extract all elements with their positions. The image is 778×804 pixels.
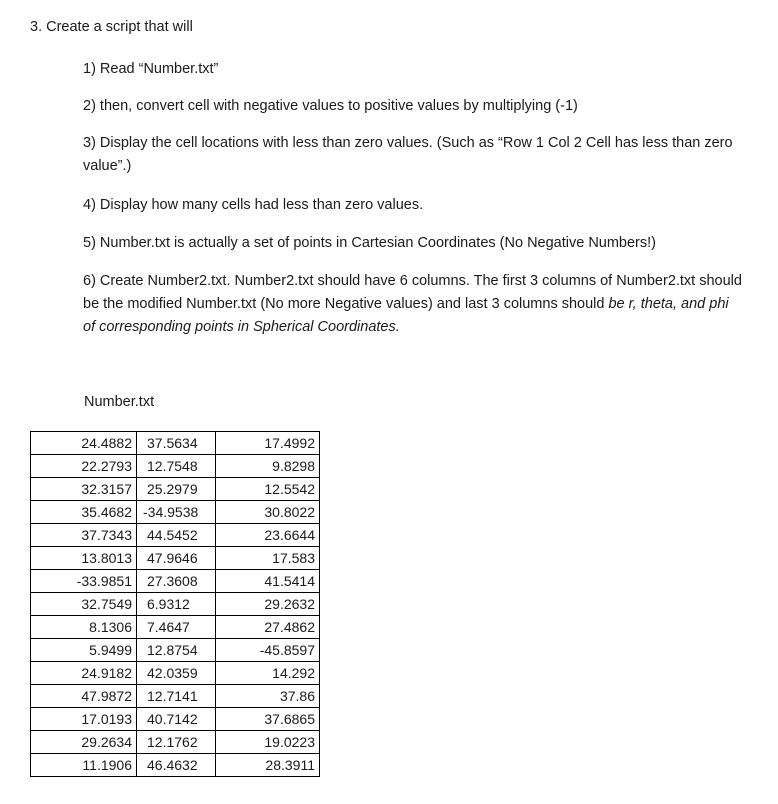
table-cell: 23.6644 [216,524,320,547]
instruction-item-6 [83,270,743,339]
table-cell: 12.8754 [137,639,216,662]
instruction-item-2 [83,95,743,118]
instruction-text: 4) Display how many cells had less than zero values. [83,197,424,213]
table-row [31,593,320,616]
table-cell: 44.5452 [137,524,216,547]
table-cell: 25.2979 [137,478,216,501]
table-row [31,524,320,547]
table-cell: 47.9646 [137,547,216,570]
table-cell: 28.3911 [216,754,320,777]
table-cell: 37.7343 [31,524,137,547]
table-row [31,432,320,455]
table-cell: 37.5634 [137,432,216,455]
table-cell: 29.2634 [31,731,137,754]
instruction-item-4 [83,194,743,217]
table-cell: 37.6865 [216,708,320,731]
table-cell: 13.8013 [31,547,137,570]
table-row [31,708,320,731]
number-table [30,431,320,777]
table-cell: 40.7142 [137,708,216,731]
table-cell: 41.5414 [216,570,320,593]
table-cell: 19.0223 [216,731,320,754]
table-cell: 11.1906 [31,754,137,777]
table-cell: 24.9182 [31,662,137,685]
table-cell: 17.4992 [216,432,320,455]
question-heading: 3. Create a script that will [30,19,193,35]
instruction-item-1 [83,58,743,81]
instruction-text: 6) Create Number2.txt. Number2.txt should have 6 columns. The first 3 columns of Number2.txt should be the modified Number.txt (No more Negative values) and last 3 columns should [83,273,742,312]
table-cell: 30.8022 [216,501,320,524]
instruction-item-3 [83,132,743,178]
table-cell: -33.9851 [31,570,137,593]
table-cell: 29.2632 [216,593,320,616]
table-cell: 27.4862 [216,616,320,639]
table-row [31,501,320,524]
table-cell: 24.4882 [31,432,137,455]
table-caption: Number.txt [84,394,155,410]
table-row [31,616,320,639]
table-cell: 46.4632 [137,754,216,777]
table-cell: 32.7549 [31,593,137,616]
instruction-italic-text: be r, theta, and phi of corresponding points in Spherical Coordinates. [83,296,729,335]
table-cell: 12.7141 [137,685,216,708]
instruction-text: 2) then, convert cell with negative values to positive values by multiplying (-1) [83,98,578,114]
table-cell: 27.3608 [137,570,216,593]
table-row [31,547,320,570]
table-cell: -34.9538 [137,501,216,524]
table-row [31,478,320,501]
table-cell: 14.292 [216,662,320,685]
table-cell: 9.8298 [216,455,320,478]
table-cell: 47.9872 [31,685,137,708]
instruction-text: 3) Display the cell locations with less than zero values. (Such as “Row 1 Col 2 Cell has less than zero value”.) [83,135,733,174]
table-cell: 12.7548 [137,455,216,478]
table-row [31,754,320,777]
table-cell: 35.4682 [31,501,137,524]
table-row [31,570,320,593]
table-row [31,685,320,708]
table-cell: 17.0193 [31,708,137,731]
instruction-item-5 [83,232,743,255]
table-cell: 12.5542 [216,478,320,501]
instruction-text: 5) Number.txt is actually a set of points in Cartesian Coordinates (No Negative Numbers!) [83,235,656,251]
table-cell: 5.9499 [31,639,137,662]
table-row [31,731,320,754]
table-cell: 6.9312 [137,593,216,616]
table-cell: 32.3157 [31,478,137,501]
table-cell: 42.0359 [137,662,216,685]
table-cell: 22.2793 [31,455,137,478]
table-row [31,455,320,478]
table-cell: 37.86 [216,685,320,708]
table-row [31,639,320,662]
table-cell: 7.4647 [137,616,216,639]
table-cell: -45.8597 [216,639,320,662]
table-row [31,662,320,685]
table-cell: 8.1306 [31,616,137,639]
table-cell: 17.583 [216,547,320,570]
instruction-text: 1) Read “Number.txt” [83,61,219,77]
table-cell: 12.1762 [137,731,216,754]
